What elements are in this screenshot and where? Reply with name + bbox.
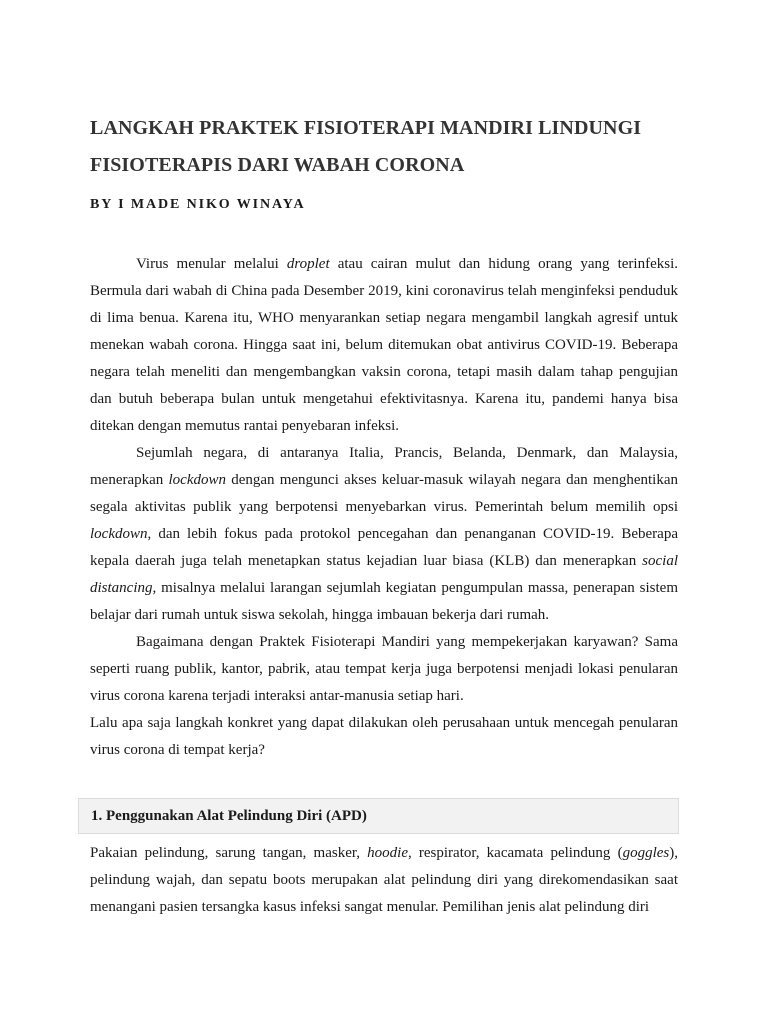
article-body — [90, 251, 678, 764]
text-run: , dan lebih fokus pada protokol pencegahan dan penanganan COVID-19. Beberapa kepala daerah juga telah menetapkan status kejadian luar biasa (KLB) dan menerapkan — [90, 526, 678, 569]
paragraph-2 — [90, 440, 678, 629]
text-run: Pakaian pelindung, sarung tangan, masker, — [90, 845, 368, 861]
section-heading-box — [78, 798, 679, 834]
italic-term: hoodie — [367, 845, 408, 861]
title-line-1: LANGKAH PRAKTEK FISIOTERAPI MANDIRI LINDUNGI — [90, 117, 642, 139]
text-run: , misalnya melalui larangan sejumlah kegiatan pengumpulan massa, penerapan sistem belajar dari rumah untuk siswa sekolah, hingga imbauan bekerja dari rumah. — [90, 580, 678, 623]
section-heading: 1. Penggunakan Alat Pelindung Diri (APD) — [91, 807, 367, 824]
italic-term: lockdown — [168, 472, 226, 488]
italic-term: lockdown — [90, 526, 148, 542]
title-line-2: FISIOTERAPIS DARI WABAH CORONA — [90, 154, 465, 176]
italic-term: goggles — [622, 845, 670, 861]
text-run: , respirator, kacamata pelindung ( — [408, 845, 623, 861]
author-byline: BY I MADE NIKO WINAYA — [90, 197, 306, 212]
section-1-body — [90, 840, 678, 921]
paragraph-3: Bagaimana dengan Praktek Fisioterapi Mandiri yang mempekerjakan karyawan? Sama seperti ruang publik, kantor, pabrik, atau tempat kerja juga berpotensi menjadi lokasi penularan virus corona karena terjadi interaksi antar-manusia setiap hari. — [90, 634, 678, 704]
text-run: Sejumlah negara, di antaranya Italia, Prancis, Belanda, Denmark, dan Malaysia, menerapkan — [90, 445, 678, 488]
text-run: atau cairan mulut dan hidung orang yang terinfeksi. Bermula dari wabah di China pada Desember 2019, kini coronavirus telah menginfeksi penduduk di lima benua. Karena itu, WHO menyarankan setiap negara mengambil langkah agresif untuk menekan wabah corona. Hingga saat ini, belum ditemukan obat antivirus COVID-19. Beberapa negara telah meneliti dan mengembangkan vaksin corona, tetapi masih dalam tahap pengujian dan butuh beberapa bulan untuk mengetahui efektivitasnya. Karena itu, pandemi hanya bisa ditekan dengan memutus rantai penyebaran infeksi. — [90, 256, 679, 434]
text-run: ), pelindung wajah, dan sepatu boots merupakan alat pelindung diri yang direkomendasikan saat menangani pasien tersangka kasus infeksi sangat menular. Pemilihan jenis alat pelindung diri — [90, 845, 679, 915]
italic-term: social distancing — [90, 553, 678, 596]
paragraph-4: Lalu apa saja langkah konkret yang dapat dilakukan oleh perusahaan untuk mencegah penularan virus corona di tempat kerja? — [90, 715, 678, 758]
text-run: Virus menular melalui — [136, 256, 287, 272]
text-run: dengan mengunci akses keluar-masuk wilayah negara dan menghentikan segala aktivitas publik yang berpotensi menyebarkan virus. Pemerintah belum memilih opsi — [90, 472, 678, 515]
document-title — [90, 0, 678, 184]
italic-term: droplet — [286, 256, 330, 272]
paragraph-1 — [90, 251, 678, 440]
section-1-paragraph — [90, 840, 678, 921]
